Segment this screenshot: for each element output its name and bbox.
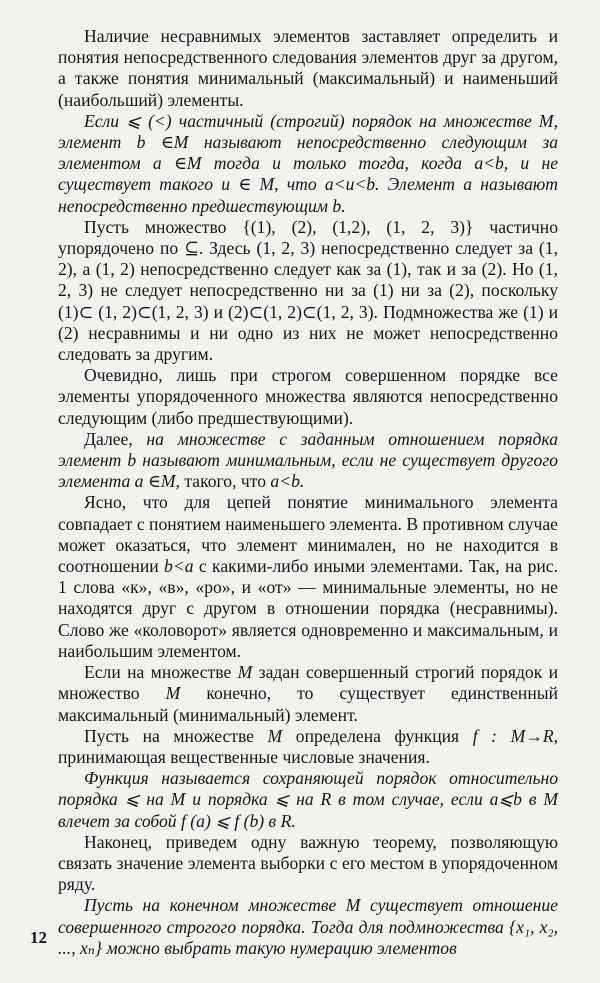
paragraph-8 (58, 726, 558, 768)
page-number: 12 (30, 928, 47, 947)
paragraph-3-example (58, 217, 558, 365)
text-run: определена функция (282, 725, 473, 746)
text-run-italic: Пусть на конечном множестве M существует отношение совершенного строгого порядка. Тогда для подмножества {x₁, x₂, ..., xₙ} можно выбрать такую нумерацию элементов (58, 895, 558, 958)
paragraph-4 (58, 365, 558, 429)
paragraph-11-theorem (58, 895, 558, 959)
text-run-italic: f : M→R, (472, 725, 558, 746)
text-run: Далее, (84, 428, 147, 449)
text-run: Очевидно, лишь при строгом совершенном порядке все элементы упорядоченного множества являются непосредственно следующим (либо предшествующими). (58, 365, 558, 428)
paragraph-2-definition-immediate-successor (58, 111, 558, 217)
paragraph-7 (58, 662, 558, 726)
text-run: задан совершенный строгий порядок и множество (58, 662, 559, 704)
text-run-italic: M (165, 683, 181, 704)
text-run-italic: Если ⩽ (<) частичный (строгий) порядок на множестве M, элемент b ∈M называют непосредственно следующим за элементом a ∈M тогда и только тогда, когда a<b, и не существует такого u ∈ M, что a<u<b. Элемент a называют непосредственно предшествующим b. (58, 110, 558, 216)
page-text (58, 26, 558, 959)
text-run-italic: на множестве с заданным отношением порядка элемент b называют минимальным, если не существует другого элемента a ∈M, (58, 428, 558, 492)
text-run: Пусть множество {(1), (2), (1,2), (1, 2, 3)} частично упорядочено по ⊆. Здесь (1, 2, 3) непосредственно следует за (1, 2), а (1, 2) непосредственно следует как за (1), так и за (2). Но (1, 2, 3) не следует непосредственно ни за (1) ни за (2), поскольку (1)⊂ (1, 2)⊂(1, 2, 3) и (2)⊂(1, 2)⊂(1, 2, 3). Подмножества же (1) и (2) несравнимы и ни одно из них не может непосредственно следовать за другим. (58, 216, 558, 365)
text-run: Наконец, приведем одну важную теорему, позволяющую связать значение элемента выборки с его местом в упорядоченном ряду. (58, 831, 558, 895)
paragraph-10 (58, 832, 558, 896)
text-run: конечно, то существует единственный максимальный (минимальный) элемент. (58, 683, 558, 725)
text-run-italic: M (237, 662, 253, 683)
paragraph-1 (58, 26, 558, 111)
paragraph-9-definition-order-preserving (58, 768, 558, 832)
text-run: Наличие несравнимых элементов заставляет определить и понятия непосредственного следования элементов друг за другом, а также понятия минимальный (максимальный) и наименьший (наибольший) элементы. (58, 26, 558, 110)
text-run: такого, что (179, 471, 271, 492)
text-run: Пусть на множестве (84, 725, 268, 746)
text-run-italic: Функция называется сохраняющей порядок относительно порядка ⩽ на M и порядка ⩽ на R в том случае, если a⩽b в M влечет за собой f (a) ⩽ f (b) в R. (58, 768, 558, 831)
paragraph-6 (58, 492, 558, 662)
text-run-italic: a<b. (270, 471, 305, 492)
paragraph-5-definition-minimal (58, 429, 558, 493)
text-run-italic: b<a (164, 556, 194, 577)
text-run-italic: M (267, 725, 283, 746)
text-run: с какими-либо иными элементами. Так, на рис. 1 слова «к», «в», «ро», и «от» — минимальные элементы, но не находятся друг с другом в отношении порядка (несравнимы). Слово же «коловорот» является одновременно и максимальным, и наибольшим элементом. (58, 556, 558, 661)
text-run: Если на множестве (84, 662, 238, 683)
text-run: принимающая вещественные числовые значения. (58, 746, 430, 767)
text-run: Ясно, что для цепей понятие минимального элемента совпадает с понятием наименьшего элемента. В противном случае может оказаться, что элемент минимален, но не находится в соотношении (58, 492, 558, 577)
